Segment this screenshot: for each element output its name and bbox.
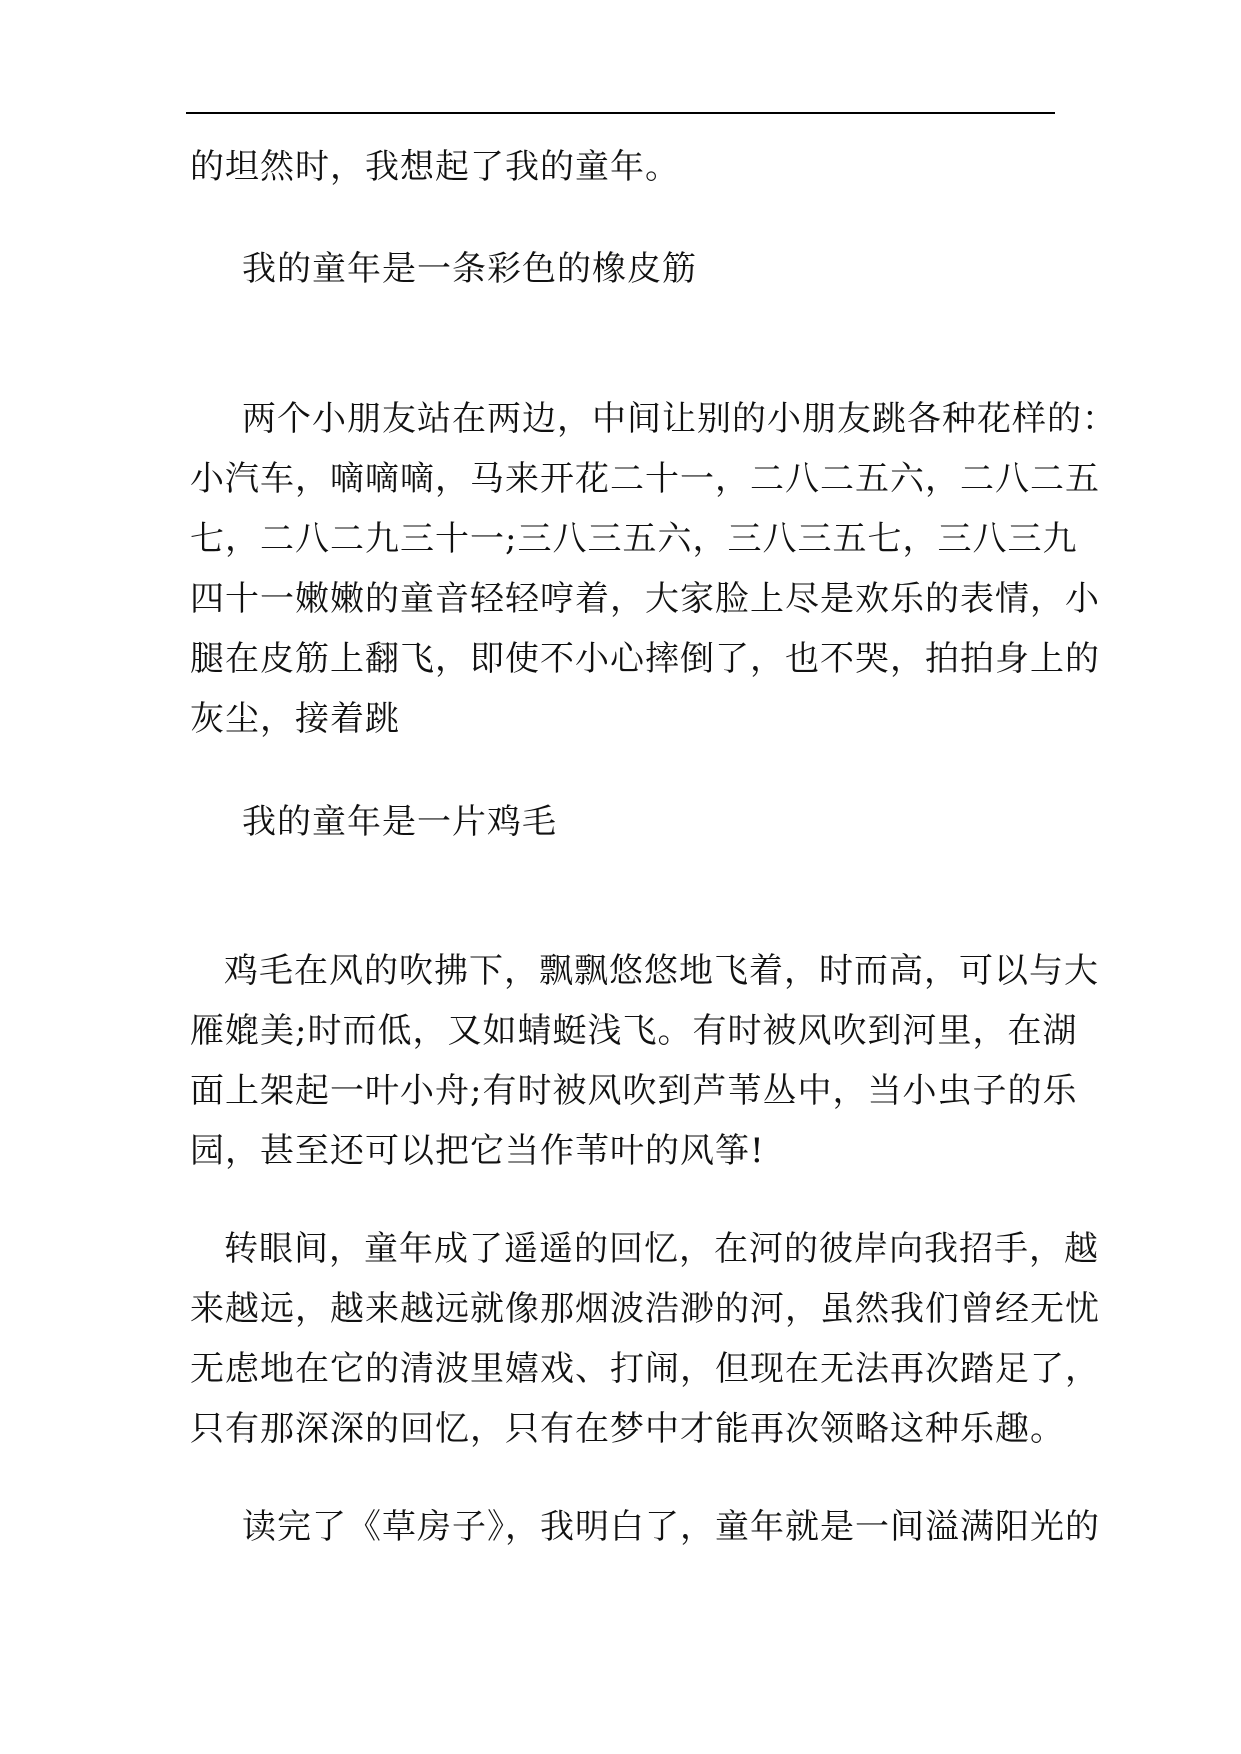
text-line: 灰尘，接着跳 [190,699,400,739]
text-line: 雁媲美;时而低，又如蜻蜓浅飞。有时被风吹到河里，在湖 [190,1011,1078,1051]
text-line: 两个小朋友站在两边，中间让别的小朋友跳各种花样的： [242,399,1117,439]
heading-feather: 我的童年是一片鸡毛 [242,802,557,842]
text-line: 转眼间，童年成了遥遥的回忆，在河的彼岸向我招手，越 [224,1229,1099,1269]
text-line: 四十一嫩嫩的童音轻轻哼着，大家脸上尽是欢乐的表情，小 [190,579,1100,619]
text-line: 面上架起一叶小舟;有时被风吹到芦苇丛中，当小虫子的乐 [190,1071,1078,1111]
text-line: 腿在皮筋上翻飞，即使不小心摔倒了，也不哭，拍拍身上的 [190,639,1100,679]
paragraph-conclusion [190,1497,1100,1557]
heading-rubber-band: 我的童年是一条彩色的橡皮筋 [242,249,697,289]
section-heading [190,239,1060,299]
text-line: 读完了《草房子》，我明白了，童年就是一间溢满阳光的 [242,1507,1100,1547]
paragraph-memory [190,1219,1100,1459]
text-line: 七，二八二九三十一;三八三五六，三八三五七，三八三九 [190,519,1078,559]
header-rule [186,112,1055,114]
text-line: 鸡毛在风的吹拂下，飘飘悠悠地飞着，时而高，可以与大 [224,951,1099,991]
text-line: 只有那深深的回忆，只有在梦中才能再次领略这种乐趣。 [190,1409,1065,1449]
section-heading [190,792,1060,852]
paragraph-continuation [190,137,1060,197]
paragraph-rubber-band [190,389,1117,749]
text-line: 小汽车，嘀嘀嘀，马来开花二十一，二八二五六，二八二五 [190,459,1100,499]
text-line: 来越远，越来越远就像那烟波浩渺的河，虽然我们曾经无忧 [190,1289,1100,1329]
text-line: 的坦然时，我想起了我的童年。 [190,147,680,187]
paragraph-feather [190,941,1099,1181]
text-line: 无虑地在它的清波里嬉戏、打闹，但现在无法再次踏足了， [190,1349,1100,1389]
text-line: 园，甚至还可以把它当作苇叶的风筝! [190,1131,765,1171]
